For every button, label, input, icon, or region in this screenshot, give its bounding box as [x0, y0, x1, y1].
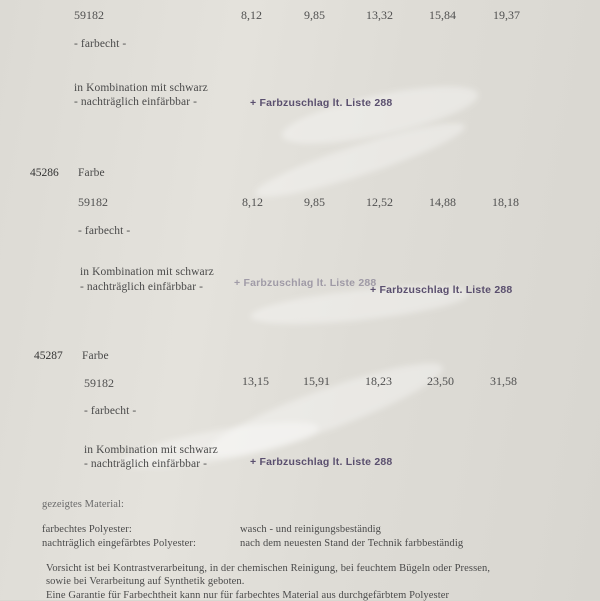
material-type-label: farbechtes Polyester:	[42, 524, 132, 535]
dyeable-note: - nachträglich einfärbbar -	[84, 458, 208, 470]
surcharge-stamp: + Farbzuschlag lt. Liste 288	[250, 456, 393, 468]
caution-text: Vorsicht ist bei Kontrastverarbeitung, in der chemischen Reinigung, bei feuchtem Bügeln oder Pressen,	[46, 563, 491, 574]
surcharge-stamp-faded: + Farbzuschlag lt. Liste 288	[234, 277, 377, 289]
price-cell: 13,15	[242, 374, 269, 388]
dyeable-note: - nachträglich einfärbbar -	[74, 96, 198, 108]
guarantee-text: Eine Garantie für Farbechtheit kann nur für farbechtes Material aus durchgefärbtem Polyester	[46, 590, 450, 601]
price-cell: 8,12	[241, 8, 262, 22]
price-cell: 23,50	[427, 374, 454, 388]
combination-note: in Kombination mit schwarz	[74, 82, 208, 94]
article-number: 45286	[30, 167, 59, 179]
colorfast-note: - farbecht -	[84, 405, 137, 417]
price-cell: 18,18	[492, 195, 519, 209]
price-cell: 18,23	[365, 374, 392, 388]
article-code: 59182	[74, 8, 104, 22]
shown-material-label: gezeigtes Material:	[42, 499, 125, 510]
price-cell: 8,12	[242, 195, 263, 209]
price-cell: 15,84	[429, 8, 456, 22]
price-cell: 9,85	[304, 8, 325, 22]
material-property: nach dem neuesten Stand der Technik farbbeständig	[240, 538, 464, 549]
article-number: 45287	[34, 350, 63, 362]
dyeable-note: - nachträglich einfärbbar -	[80, 281, 204, 293]
article-label: Farbe	[82, 350, 109, 362]
colorfast-note: - farbecht -	[78, 225, 131, 237]
price-cell: 12,52	[366, 195, 393, 209]
surcharge-stamp: + Farbzuschlag lt. Liste 288	[370, 284, 513, 296]
material-property: wasch - und reinigungsbeständig	[240, 524, 382, 535]
colorfast-note: - farbecht -	[74, 38, 127, 50]
combination-note: in Kombination mit schwarz	[84, 444, 218, 456]
price-cell: 14,88	[429, 195, 456, 209]
surcharge-stamp: + Farbzuschlag lt. Liste 288	[250, 97, 393, 109]
price-cell: 31,58	[490, 374, 517, 388]
price-cell: 19,37	[493, 8, 520, 22]
price-cell: 13,32	[366, 8, 393, 22]
price-cell: 9,85	[304, 195, 325, 209]
article-label: Farbe	[78, 167, 105, 179]
article-code: 59182	[84, 376, 114, 390]
price-cell: 15,91	[303, 374, 330, 388]
combination-note: in Kombination mit schwarz	[80, 266, 214, 278]
caution-text: sowie bei Verarbeitung auf Synthetik geboten.	[46, 576, 245, 587]
material-type-label: nachträglich eingefärbtes Polyester:	[42, 538, 197, 549]
article-code: 59182	[78, 195, 108, 209]
